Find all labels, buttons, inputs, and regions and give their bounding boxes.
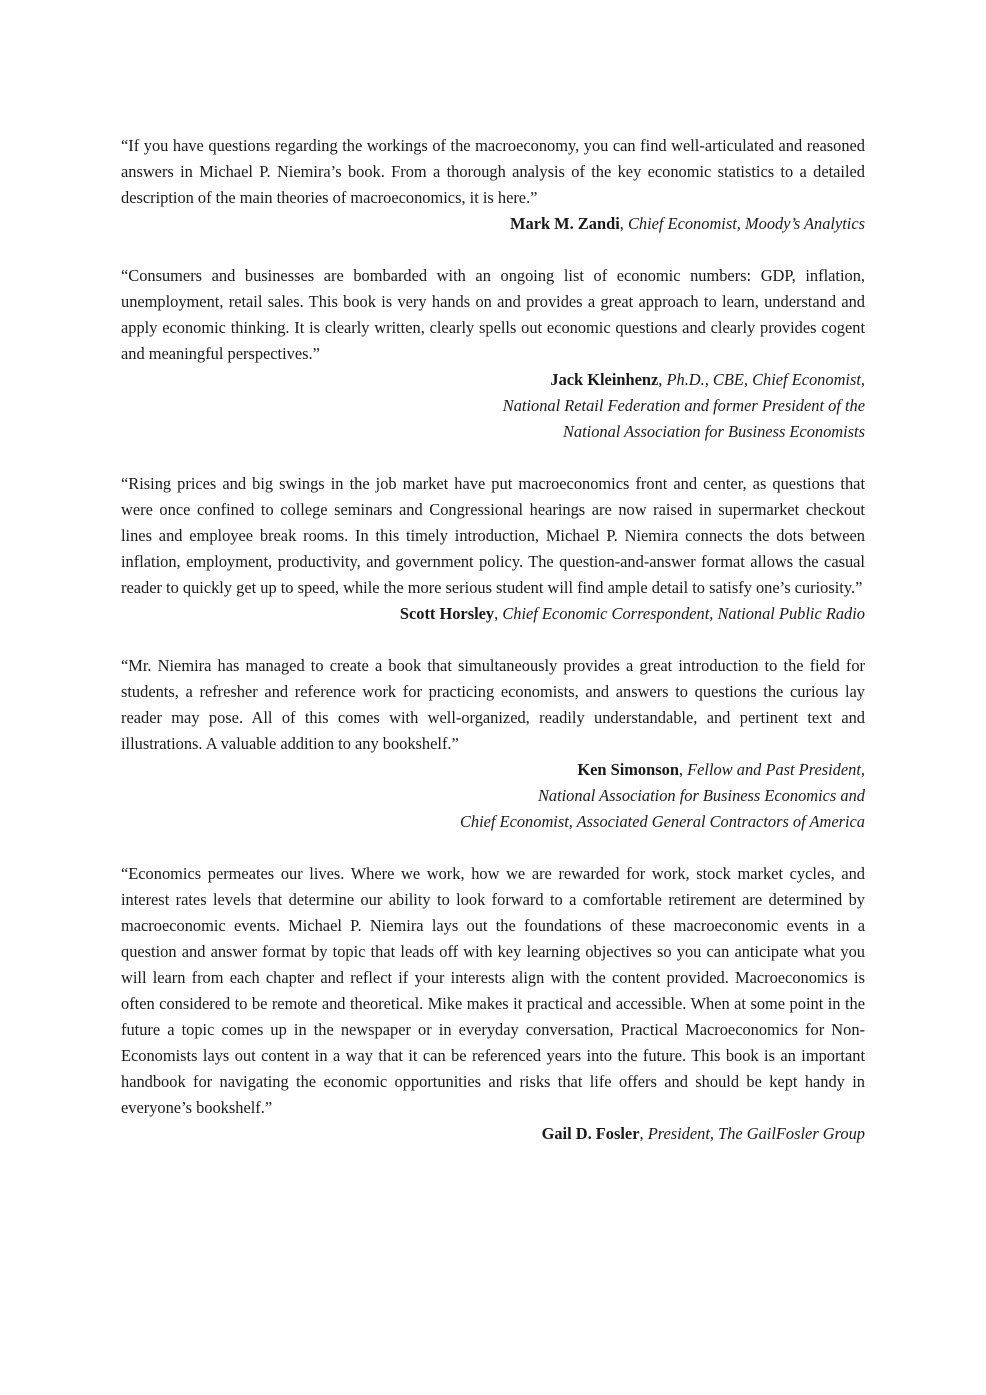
endorser-title: Chief Economist, Moody’s Analytics (627, 214, 865, 233)
endorsement-quote: “Consumers and businesses are bombarded with an ongoing list of economic numbers: GDP, inflation, unemployment, retail sales. This book is very hands on and provides a great approach to learn, understand and apply economic thinking. It is clearly written, clearly spells out economic questions and clearly provides cogent and meaningful perspectives.” (121, 266, 865, 363)
endorsement-attribution (121, 1121, 865, 1147)
endorser-name: Ken Simonson (577, 760, 679, 779)
attribution-line (121, 367, 865, 393)
endorsement-quote: “Mr. Niemira has managed to create a book that simultaneously provides a great introduction to the field for students, a refresher and reference work for practicing economists, and answers to questions the curious lay reader may pose. All of this comes with well-organized, readily understandable, and pertinent text and illustrations. A valuable addition to any bookshelf.” (121, 656, 865, 753)
endorsement-quote: “Rising prices and big swings in the job market have put macroeconomics front and center, as questions that were once confined to college seminars and Congressional hearings are now raised in supermarket checkout lines and employee break rooms. In this timely introduction, Michael P. Niemira connects the dots between inflation, employment, productivity, and government policy. The question-and-answer format allows the casual reader to quickly get up to speed, while the more serious student will find ample detail to satisfy one’s curiosity.” (121, 474, 865, 597)
endorser-title: National Association for Business Economists (562, 422, 865, 441)
endorser-title: National Association for Business Economics and (537, 786, 865, 805)
endorsement-attribution (121, 211, 865, 237)
endorsements-page (121, 133, 865, 1173)
endorser-title: Chief Economic Correspondent, National Public Radio (502, 604, 865, 623)
endorsement-simonson (121, 653, 865, 835)
endorsement-kleinhenz (121, 263, 865, 445)
endorser-title: National Retail Federation and former President of the (502, 396, 865, 415)
attribution-line: Gail D. Fosler, President, The GailFosler Group (541, 1124, 865, 1143)
endorser-title: President, The GailFosler Group (647, 1124, 865, 1143)
attribution-line: Scott Horsley, Chief Economic Correspondent, National Public Radio (399, 604, 865, 623)
endorsement-horsley (121, 471, 865, 627)
endorsement-fosler (121, 861, 865, 1147)
endorser-name: Jack Kleinhenz (550, 370, 659, 389)
endorser-name: Mark M. Zandi (510, 214, 620, 233)
endorsement-attribution (121, 367, 865, 445)
endorser-title: Chief Economist, (752, 370, 865, 389)
endorsement-zandi (121, 133, 865, 237)
endorsement-attribution (121, 601, 865, 627)
endorser-title: Fellow and Past President, (687, 760, 865, 779)
endorsement-quote: “Economics permeates our lives. Where we work, how we are rewarded for work, stock market cycles, and interest rates levels that determine our ability to look forward to a comfortable retirement are determined by macroeconomic events. Michael P. Niemira lays out the foundations of these macroeconomic events in a question and answer format by topic that leads off with key learning objectives so you can anticipate what you will learn from each chapter and reflect if your interests align with the content provided. Macroeconomics is often considered to be remote and theoretical. Mike makes it practical and accessible. When at some point in the future a topic comes up in the newspaper or in everyday conversation, Practical Macroeconomics for Non-Economists lays out content in a way that it can be referenced years into the future. This book is an important handbook for navigating the economic opportunities and risks that life offers and should be kept handy in everyone’s bookshelf.” (121, 864, 865, 1117)
endorser-name: Scott Horsley (399, 604, 495, 623)
endorser-credentials: , Ph.D., CBE, (658, 370, 753, 389)
endorser-name: Gail D. Fosler (541, 1124, 640, 1143)
attribution-line: Mark M. Zandi, Chief Economist, Moody’s Analytics (510, 214, 865, 233)
endorser-title: Chief Economist, Associated General Contractors of America (459, 812, 865, 831)
attribution-line: Ken Simonson, Fellow and Past President, (577, 760, 865, 779)
endorsement-quote: “If you have questions regarding the workings of the macroeconomy, you can find well-articulated and reasoned answers in Michael P. Niemira’s book. From a thorough analysis of the key economic statistics to a detailed description of the main theories of macroeconomics, it is here.” (121, 136, 865, 207)
endorsement-attribution (121, 757, 865, 835)
